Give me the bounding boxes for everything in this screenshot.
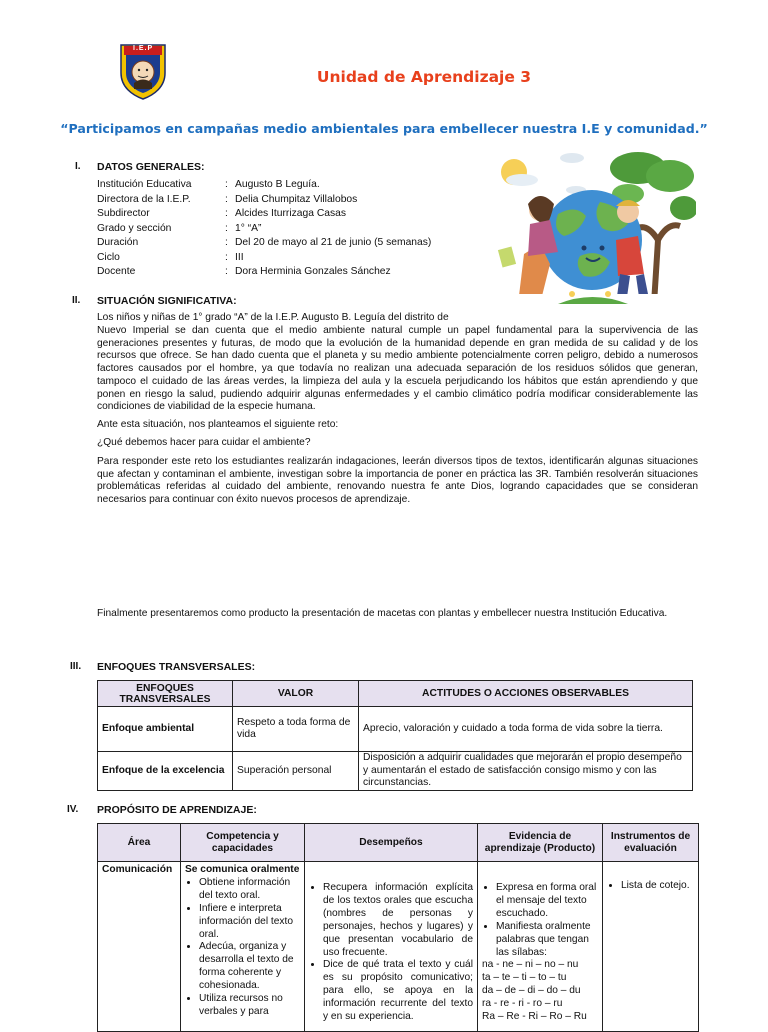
section-4-number: IV. bbox=[67, 804, 79, 815]
enfoques-table bbox=[97, 680, 693, 791]
datos-value: III bbox=[235, 251, 244, 263]
section-4-title: PROPÓSITO DE APRENDIZAJE: bbox=[97, 804, 257, 816]
datos-colon: : bbox=[225, 266, 228, 277]
desempeno-item: • Recupera información explícita de los textos orales que escucha (nombres de personas y personajes, hechos y lugares) y que presentan vocabulario de uso frecuente. bbox=[323, 882, 473, 959]
section-1-title: DATOS GENERALES: bbox=[97, 161, 205, 173]
capacidad-item: • Infiere e interpreta información del texto oral. bbox=[199, 903, 300, 942]
datos-row bbox=[97, 222, 261, 236]
earth-care-illustration bbox=[488, 144, 696, 312]
producto-paragraph: Finalmente presentaremos como producto la presentación de macetas con plantas y embellecer nuestra Institución Educativa. bbox=[97, 608, 668, 619]
datos-colon: : bbox=[225, 222, 228, 234]
datos-label: Docente bbox=[97, 266, 136, 277]
datos-value: Dora Herminia Gonzales Sánchez bbox=[235, 266, 391, 277]
enfoque-valor: Respeto a toda forma de vida bbox=[233, 707, 359, 752]
proposito-table bbox=[97, 823, 699, 1032]
evidencia-cell bbox=[478, 862, 603, 1032]
section-1-number: I. bbox=[75, 161, 81, 172]
datos-row bbox=[97, 207, 346, 221]
enfoque-actitud: Disposición a adquirir cualidades que mejorarán el propio desempeño y aumentarán el estado de satisfacción consigo mismo y con las circunstancias. bbox=[359, 752, 693, 791]
section-3-title: ENFOQUES TRANSVERSALES: bbox=[97, 661, 256, 673]
enfoques-header-actitudes: ACTITUDES O ACCIONES OBSERVABLES bbox=[359, 681, 693, 707]
datos-value: Augusto B Leguía. bbox=[235, 179, 320, 190]
proposito-header-desempenos: Desempeños bbox=[305, 824, 478, 862]
datos-colon: : bbox=[225, 179, 228, 190]
datos-label: Ciclo bbox=[97, 251, 120, 263]
datos-row bbox=[97, 193, 357, 207]
datos-value: Delia Chumpitaz Villalobos bbox=[235, 193, 358, 205]
instrumento-item: • Lista de cotejo. bbox=[621, 880, 694, 893]
silaba-item: da – de – di – do – du bbox=[482, 985, 581, 997]
enfoques-header-enfoque: ENFOQUES TRANSVERSALES bbox=[98, 681, 233, 707]
datos-row bbox=[97, 236, 431, 250]
datos-label: Duración bbox=[97, 237, 139, 248]
unit-subtitle: “Participamos en campañas medio ambientales para embellecer nuestra I.E y comunidad.” bbox=[60, 121, 708, 136]
section-2-title: SITUACIÓN SIGNIFICATIVA: bbox=[97, 295, 237, 307]
table-row bbox=[98, 752, 693, 791]
capacidades-list bbox=[185, 877, 300, 1019]
datos-value: Del 20 de mayo al 21 de junio (5 semanas) bbox=[235, 237, 432, 248]
silaba-item: Ra – Re - Ri – Ro – Ru bbox=[482, 1011, 587, 1023]
datos-label: Grado y sección bbox=[97, 222, 172, 234]
logo-text: I.E.P bbox=[133, 45, 154, 52]
unit-title: Unidad de Aprendizaje 3 bbox=[316, 68, 532, 86]
datos-label: Directora de la I.E.P. bbox=[97, 193, 191, 205]
instrumentos-list bbox=[607, 880, 694, 893]
competencia-title: Se comunica oralmente bbox=[185, 864, 300, 875]
desempenos-list bbox=[309, 882, 473, 1024]
capacidad-item: • Obtiene información del texto oral. bbox=[199, 877, 300, 903]
datos-colon: : bbox=[225, 237, 228, 248]
evidencia-item: • Manifiesta oralmente palabras que tengan las sílabas: bbox=[496, 921, 598, 960]
enfoque-name: Enfoque de la excelencia bbox=[98, 752, 233, 791]
desempeno-item: • Dice de qué trata el texto y cuál es su propósito comunicativo; para ello, se apoya en la información recurrente del texto y en su experiencia. bbox=[323, 959, 473, 1024]
evidencias-list bbox=[482, 882, 598, 959]
silaba-item: ra - re - ri - ro – ru bbox=[482, 998, 563, 1010]
competencia-cell bbox=[181, 862, 305, 1032]
proposito-header-competencia: Competencia y capacidades bbox=[181, 824, 305, 862]
enfoques-header-valor: VALOR bbox=[233, 681, 359, 707]
situacion-paragraph: Nuevo Imperial se dan cuenta que el medio ambiente natural cumple un papel fundamental para la supervivencia de las generaciones presentes y futuras, de modo que la evolución de la humanidad depende en gran medida de su calidad y de los recursos que ofrece. Se han dado cuenta que el planeta y su medio ambiente potencialmente corren peligro, debido a numerosos factores causados por el hombre, ya que todavía no realizan una adecuada separación de los residuos sólidos que generan, tampoco el cuidado de las áreas verdes, la limpieza del aula y la escuela perjudicando los hábitos que están aprendiendo y que ponen en riesgo la salud, pudiendo adquirir algunas enfermedades y el cambio climático podría modificar considerablemente las condiciones de viabilidad de la especie humana. bbox=[97, 325, 698, 413]
reto-response: Para responder este reto los estudiantes realizarán indagaciones, leerán diversos tipos de textos, identificarán algunas situaciones que afectan y contaminan el ambiente, investigan sobre la importancia de poner en práctica las 3R. También resolverán situaciones problemáticas referidas al cuidado del ambiente, renovando nuestra fe ante Dios, logrando capacidades que se consideran necesarios para continuar con éxito nuevos procesos de aprendizaje. bbox=[97, 456, 698, 506]
situacion-intro: Los niños y niñas de 1° grado “A” de la I.E.P. Augusto B. Leguía del distrito de bbox=[97, 312, 449, 323]
section-3-number: III. bbox=[70, 661, 82, 672]
datos-row bbox=[97, 265, 391, 279]
proposito-header-evidencia: Evidencia de aprendizaje (Producto) bbox=[478, 824, 603, 862]
evidencia-item: • Expresa en forma oral el mensaje del texto escuchado. bbox=[496, 882, 598, 921]
enfoque-name: Enfoque ambiental bbox=[98, 707, 233, 752]
section-2-number: II. bbox=[72, 295, 81, 306]
instrumentos-cell bbox=[603, 862, 699, 1032]
table-row bbox=[98, 862, 699, 1032]
silaba-item: ta – te – ti – to – tu bbox=[482, 972, 567, 984]
capacidad-item: • Utiliza recursos no verbales y para bbox=[199, 993, 300, 1019]
reto-intro: Ante esta situación, nos planteamos el siguiente reto: bbox=[97, 419, 339, 430]
table-row bbox=[98, 707, 693, 752]
datos-value: Alcides Iturrizaga Casas bbox=[235, 208, 347, 219]
datos-label: Institución Educativa bbox=[97, 179, 192, 190]
proposito-header-area: Área bbox=[98, 824, 181, 862]
capacidad-item: • Adecúa, organiza y desarrolla el texto de forma coherente y cohesionada. bbox=[199, 941, 300, 993]
reto-question: ¿Qué debemos hacer para cuidar el ambiente? bbox=[97, 437, 311, 448]
datos-colon: : bbox=[225, 193, 228, 205]
datos-row bbox=[97, 178, 320, 192]
desempenos-cell bbox=[305, 862, 478, 1032]
proposito-header-instrumentos: Instrumentos de evaluación bbox=[603, 824, 699, 862]
datos-colon: : bbox=[225, 251, 228, 263]
datos-label: Subdirector bbox=[97, 208, 150, 219]
silaba-item: na - ne – ni – no – nu bbox=[482, 959, 579, 971]
datos-value: 1° “A” bbox=[235, 222, 262, 234]
enfoque-valor: Superación personal bbox=[233, 752, 359, 791]
area-cell: Comunicación bbox=[98, 862, 181, 1032]
silabas-list bbox=[482, 959, 598, 1024]
datos-row bbox=[97, 251, 244, 265]
datos-colon: : bbox=[225, 208, 228, 219]
enfoque-actitud: Aprecio, valoración y cuidado a toda forma de vida sobre la tierra. bbox=[359, 707, 693, 752]
